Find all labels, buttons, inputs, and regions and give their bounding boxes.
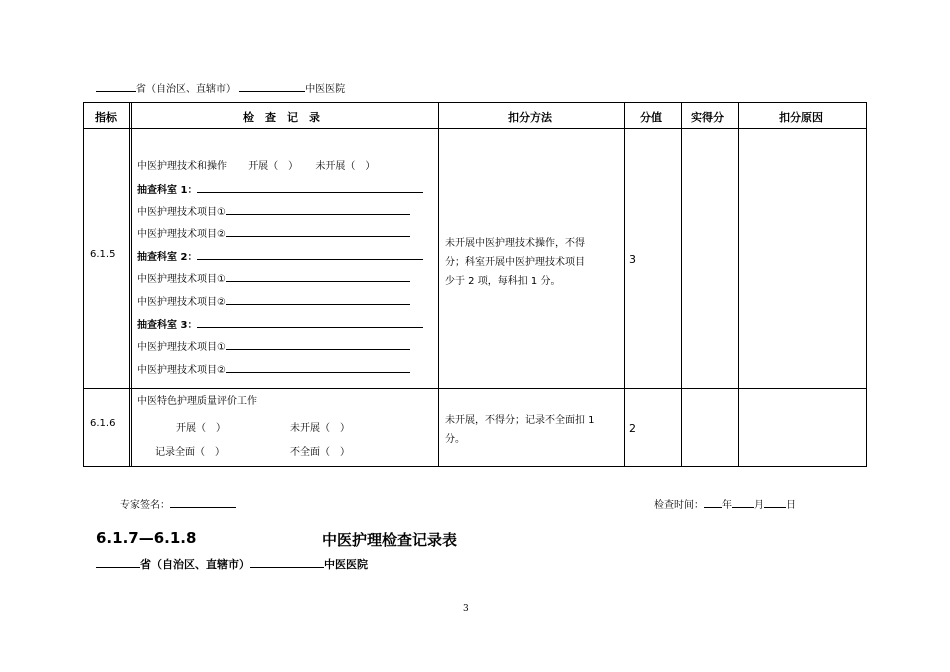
day-label: 日 [786,500,796,511]
section-province-blank [96,556,140,568]
dept-1-item-1 [137,203,410,218]
section-province-hospital [96,556,368,572]
province-blank [96,80,136,92]
dept-2-item-2-label: 中医护理技术项目② [137,297,226,308]
dept-1-item-2 [137,225,410,240]
method-6-1-5-line-2: 分；科室开展中医护理技术项目 [445,257,585,268]
score-6-1-5: 3 [629,253,636,266]
dept-2-blank [197,248,423,260]
dept-2-item-1-blank [226,270,410,282]
expert-signature-label: 专家签名： [120,500,170,511]
dept-1-label: 抽查科室 1： [137,185,198,196]
dept-2-line [137,248,423,263]
evaluation-yes: 开展（ ） [176,423,226,434]
hospital-blank [239,80,305,92]
dept-2-item-1 [137,270,410,285]
day-blank [764,496,786,508]
technique-no: 未开展（ ） [315,161,376,172]
expert-signature [120,496,236,511]
method-6-1-5 [445,234,585,291]
dept-1-line [137,181,423,196]
dept-1-item-1-blank [226,203,410,215]
header-method: 扣分方法 [508,111,552,124]
dept-1-item-2-blank [226,225,410,237]
year-blank [704,496,722,508]
header-score: 分值 [640,111,662,124]
dept-1-item-2-label: 中医护理技术项目② [137,229,226,240]
header-indicator: 指标 [95,111,117,124]
dept-3-item-2-label: 中医护理技术项目② [137,365,226,376]
dept-2-label: 抽查科室 2： [137,252,198,263]
dept-1-item-1-label: 中医护理技术项目① [137,207,226,218]
month-blank [732,496,754,508]
section-code: 6.1.7—6.1.8 [96,529,197,547]
dept-3-blank [197,316,423,328]
section-title: 中医护理检查记录表 [322,531,458,549]
section-hospital-blank [250,556,324,568]
dept-3-item-2-blank [226,361,410,373]
header-actual: 实得分 [691,111,724,124]
dept-2-item-2 [137,293,410,308]
hospital-label: 中医医院 [305,84,346,95]
record-incomplete: 不全面（ ） [290,447,350,458]
evaluation-no: 未开展（ ） [290,423,350,434]
dept-2-item-1-label: 中医护理技术项目① [137,274,226,285]
record-complete: 记录全面（ ） [155,447,225,458]
technique-label: 中医护理技术和操作 [137,161,227,172]
dept-2-item-2-blank [226,293,410,305]
check-time-label: 检查时间： [654,500,704,511]
method-6-1-6-line-1: 未开展，不得分；记录不全面扣 1 [445,415,595,426]
method-6-1-6 [445,411,595,449]
dept-3-item-1-label: 中医护理技术项目① [137,342,226,353]
method-6-1-6-line-2: 分。 [445,434,465,445]
technique-yes: 开展（ ） [248,161,299,172]
month-label: 月 [754,500,764,511]
header-reason: 扣分原因 [779,111,823,124]
score-6-1-6: 2 [629,422,636,435]
method-6-1-5-line-3: 少于 2 项，每科扣 1 分。 [445,276,561,287]
province-hospital-line [96,80,345,95]
check-time [654,496,796,511]
expert-signature-blank [170,496,236,508]
dept-3-label: 抽查科室 3： [137,320,198,331]
technique-line [137,157,375,172]
indicator-6-1-5: 6.1.5 [90,249,116,260]
year-label: 年 [722,500,732,511]
section-hospital-label: 中医医院 [324,558,368,571]
dept-3-line [137,316,423,331]
dept-3-item-1-blank [226,338,410,350]
dept-3-item-1 [137,338,410,353]
header-record: 检 查 记 录 [243,111,320,124]
page-number: 3 [463,604,469,614]
province-label: 省（自治区、直辖市） [136,84,236,95]
section-province-label: 省（自治区、直辖市） [140,558,250,571]
evaluation-title: 中医特色护理质量评价工作 [137,396,257,407]
dept-1-blank [197,181,423,193]
indicator-6-1-6: 6.1.6 [90,418,116,429]
dept-3-item-2 [137,361,410,376]
method-6-1-5-line-1: 未开展中医护理技术操作，不得 [445,238,585,249]
